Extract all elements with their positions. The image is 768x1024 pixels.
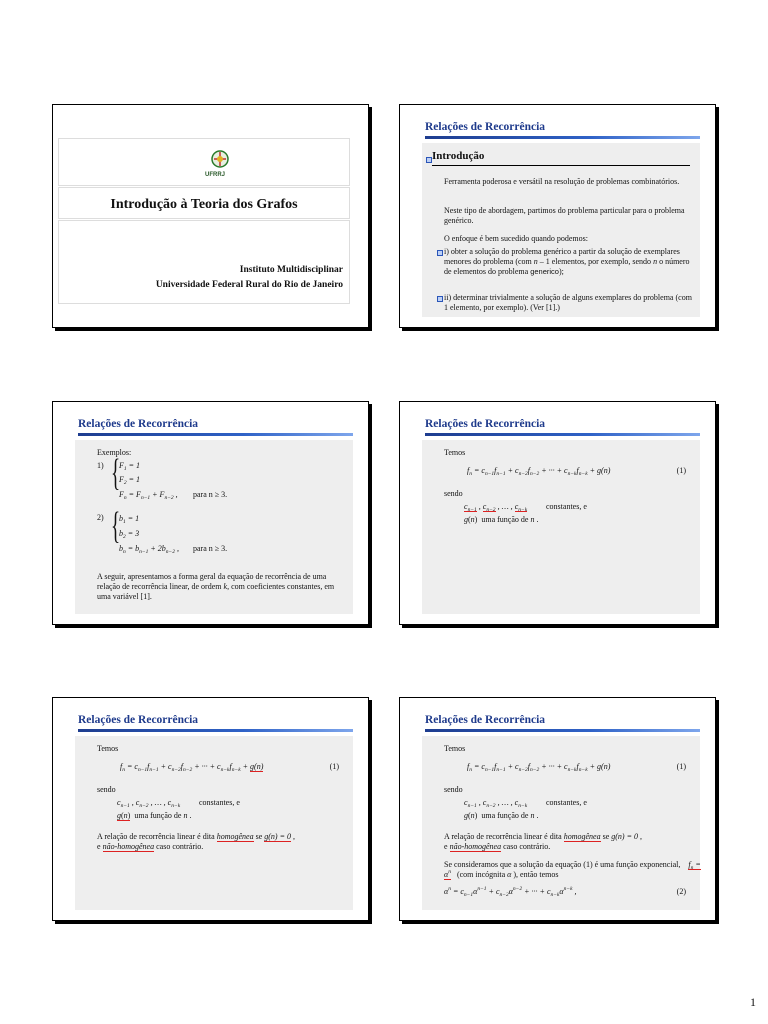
constantes-text: constantes, e (546, 502, 587, 511)
presentation-title: Introdução à Teoria dos Grafos (110, 197, 298, 212)
constantes-text: constantes, e (546, 798, 587, 807)
slide-title (52, 104, 369, 328)
intro-p2: Neste tipo de abordagem, partimos do problema particular para o problema genérico. (444, 206, 685, 225)
eq-b2: $b_2 = 3$ (119, 529, 140, 540)
general-form-text: A seguir, apresentamos a forma geral da equação de recorrência de uma relação de recorrência linear, de ordem k, com coeficientes constantes, em uma variável [1]. (97, 572, 335, 601)
section-heading: Introdução (432, 150, 485, 162)
condition-2: para n ≥ 3. (193, 544, 228, 553)
logo-text: UFRRJ (205, 172, 226, 178)
intro-p1: Ferramenta poderosa e versátil na resolução de problemas combinatórios. (444, 177, 680, 186)
constantes-text: constantes, e (199, 798, 240, 807)
page-number: 1 (750, 995, 756, 1009)
slide-body (422, 440, 700, 614)
eq-b1: $b_1 = 1$ (119, 514, 140, 525)
institute-name: Instituto Multidisciplinar (239, 265, 343, 275)
title-underline (78, 433, 353, 436)
section-rule (432, 165, 690, 166)
intro-p3: O enfoque é bem sucedido quando podemos: (444, 234, 588, 243)
slide-title-text: Relações de Recorrência (425, 121, 546, 133)
slide-title-text: Relações de Recorrência (78, 714, 199, 726)
slide-body (422, 143, 700, 317)
temos-text: Temos (97, 744, 119, 753)
coefficients: $c_{n-1}$ , $c_{n-2}$ , … , $c_{n-k}$ (117, 798, 181, 809)
brace: { (111, 505, 121, 547)
g-definition: g(n) uma função de n . (117, 811, 192, 820)
eq-fn: $F_n = F_{n-1} + F_{n-2}$ , (119, 490, 178, 501)
slide-title-text: Relações de Recorrência (425, 418, 546, 430)
homogeneous-definition: A relação de recorrência linear é dita homogênea se g(n) = 0 , e não-homogênea caso contrário. (97, 832, 295, 851)
temos-text: Temos (444, 744, 466, 753)
coefficients: $c_{n-1}$ , $c_{n-2}$ , … , $c_{n-k}$ (464, 798, 528, 809)
slide-introducao (399, 104, 716, 328)
slide-body (75, 440, 353, 614)
condition-1: para n ≥ 3. (193, 490, 228, 499)
bullet-icon (437, 250, 443, 256)
recurrence-equation: $f_n = c_{n-1}f_{n-1} + c_{n-2}f_{n-2}$ + ··· + $c_{n-k}f_{n-k} + g(n)$ (467, 762, 611, 773)
sendo-text: sendo (97, 785, 116, 794)
university-name: Universidade Federal Rural do Rio de Janeiro (155, 280, 343, 290)
slide-forma-geral (399, 401, 716, 625)
equation-number: (1) (676, 466, 686, 475)
slide-homogenea (52, 697, 369, 921)
eq-bn: $b_n = b_{n-1} + 2b_{n-2}$ , (119, 544, 179, 555)
title-box (58, 187, 350, 219)
ufrrj-logo-icon (209, 149, 231, 171)
homogeneous-definition: A relação de recorrência linear é dita homogênea se g(n) = 0 , e não-homogênea caso contrário. (444, 832, 642, 851)
equation-number-2: (2) (676, 887, 686, 896)
eq-f1: $F_1 = 1$ (119, 461, 141, 472)
exponential-assumption: Se consideramos que a solução da equação (1) é uma função exponencial, $f_n = \alpha^n$ (com incógnita α ), então temos (444, 860, 701, 879)
equation-number: (1) (676, 762, 686, 771)
slide-body (422, 736, 700, 910)
temos-text: Temos (444, 448, 466, 457)
intro-item-2: ii) determinar trivialmente a solução de alguns exemplares do problema (com 1 elemento, por exemplo). (Ver [1].) (444, 293, 692, 312)
slide-title-text: Relações de Recorrência (78, 418, 199, 430)
coefficients: $c_{n-1}$ , $c_{n-2}$ , … , $c_{n-k}$ (464, 502, 528, 513)
intro-item-1: i) obter a solução do problema genérico a partir da solução de exemplares menores do problema (com n – 1 elementos, por exemplo, sendo n o número de elementos do problema generico); (444, 247, 690, 276)
g-definition: g(n) uma função de n . (464, 811, 539, 820)
title-underline (425, 136, 700, 139)
g-definition: g(n) uma função de n . (464, 515, 539, 524)
title-underline (425, 729, 700, 732)
bullet-icon (437, 296, 443, 302)
eq-f2: $F_2 = 1$ (119, 475, 141, 486)
sendo-text: sendo (444, 489, 463, 498)
brace: { (111, 452, 121, 494)
slide-exponencial (399, 697, 716, 921)
title-underline (78, 729, 353, 732)
example-1-marker: 1) (97, 461, 104, 470)
slide-title-text: Relações de Recorrência (425, 714, 546, 726)
examples-label: Exemplos: (97, 448, 132, 457)
recurrence-equation: $f_n = c_{n-1}f_{n-1} + c_{n-2}f_{n-2}$ + ··· + $c_{n-k}f_{n-k} + g(n)$ (120, 762, 264, 773)
slide-body (75, 736, 353, 910)
slide-exemplos (52, 401, 369, 625)
recurrence-equation: $f_n = c_{n-1}f_{n-1} + c_{n-2}f_{n-2}$ + ··· + $c_{n-k}f_{n-k} + g(n)$ (467, 466, 611, 477)
logo-box (58, 138, 350, 186)
equation-number: (1) (329, 762, 339, 771)
characteristic-equation: $\alpha^n = c_{n-1}\alpha^{n-1} + c_{n-2}\alpha^{n-2}$ + ··· + $c_{n-k}\alpha^{n-k}$ , (444, 886, 577, 898)
sendo-text: sendo (444, 785, 463, 794)
title-underline (425, 433, 700, 436)
example-2-marker: 2) (97, 513, 104, 522)
institution-box (58, 220, 350, 304)
